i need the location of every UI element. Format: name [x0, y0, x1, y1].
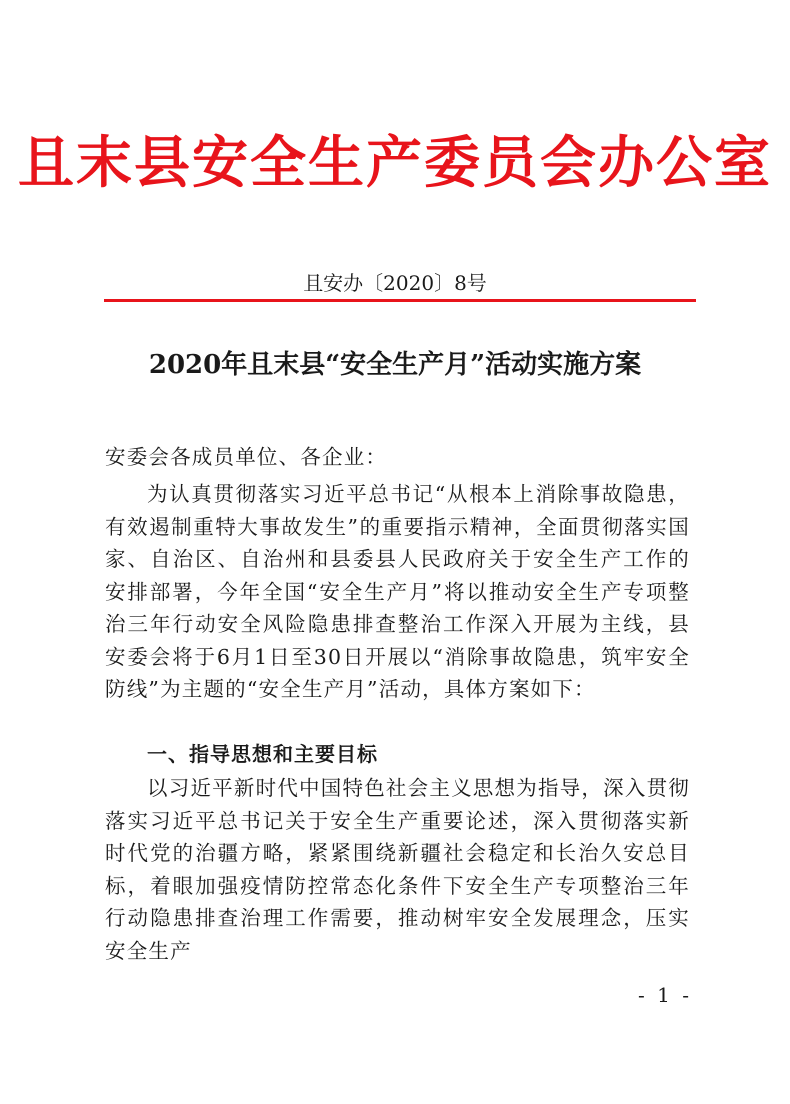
section-heading: 一、指导思想和主要目标	[147, 742, 378, 766]
red-divider-line	[104, 299, 696, 302]
issuer-masthead: 且末县安全生产委员会办公室	[18, 130, 772, 196]
paragraph-guiding-ideology: 以习近平新时代中国特色社会主义思想为指导，深入贯彻落实习近平总书记关于安全生产重要论述，深入贯彻落实新时代党的治疆方略，紧紧围绕新疆社会稳定和长治久安总目标，着眼加强疫情防控常态化条件下安全生产专项整治三年行动隐患排查治理工作需要，推动树牢安全发展理念，压实安全生产	[105, 776, 690, 963]
page-number: - 1 -	[638, 983, 692, 1007]
document-title: 2020年且末县“安全生产月”活动实施方案	[148, 350, 642, 380]
document-number: 且安办〔2020〕8号	[303, 271, 487, 295]
paragraph-intro: 为认真贯彻落实习近平总书记“从根本上消除事故隐患，有效遏制重特大事故发生”的重要指示精神，全面贯彻落实国家、自治区、自治州和县委县人民政府关于安全生产工作的安排部署，今年全国“安全生产月”将以推动安全生产专项整治三年行动安全风险隐患排查整治工作深入开展为主线，县安委会将于6月1日至30日开展以“消除事故隐患，筑牢安全防线”为主题的“安全生产月”活动，具体方案如下：	[105, 482, 690, 701]
salutation: 安委会各成员单位、各企业：	[105, 445, 388, 469]
